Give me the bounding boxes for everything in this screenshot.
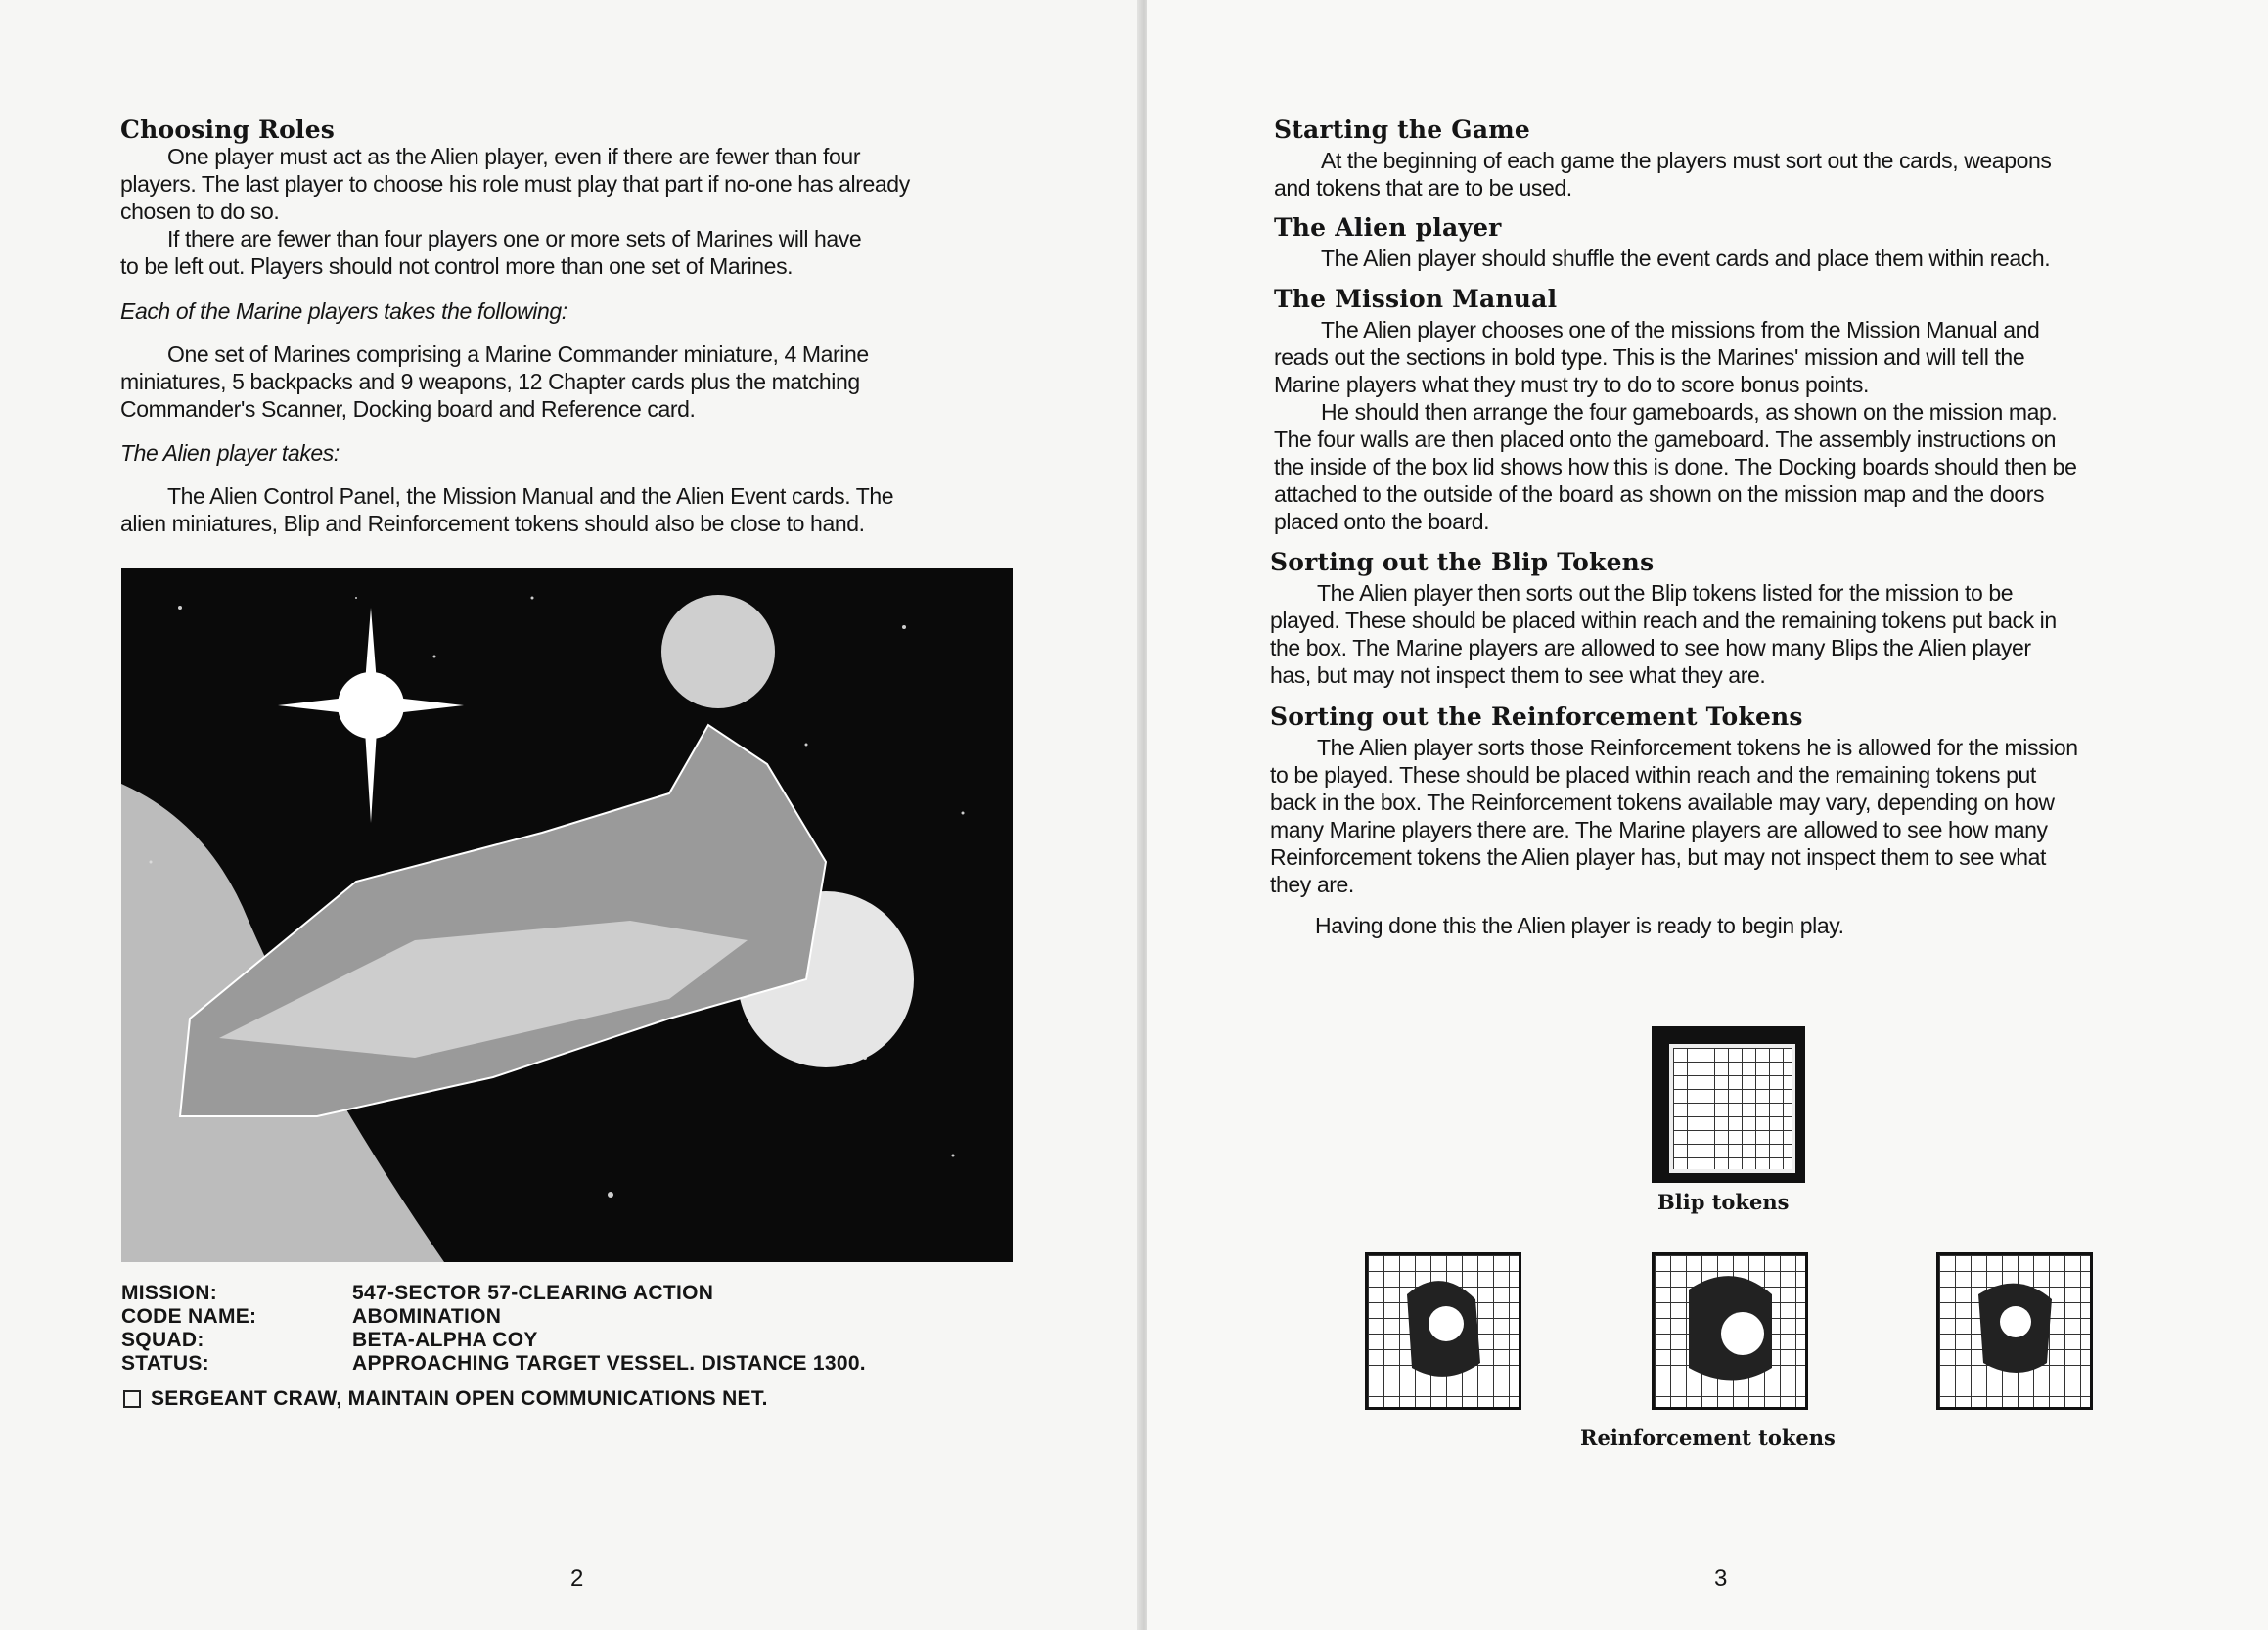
- order-text: SERGEANT CRAW, MAINTAIN OPEN COMMUNICATIONS NET.: [151, 1387, 768, 1410]
- briefing-row: [121, 1329, 866, 1352]
- briefing-label: MISSION:: [121, 1282, 218, 1304]
- text-line: One set of Marines comprising a Marine Commander miniature, 4 Marine: [167, 341, 869, 367]
- text-line: has, but may not inspect them to see what they are.: [1270, 662, 1766, 688]
- text-line: the inside of the box lid shows how this is done. The Docking boards should then be: [1274, 454, 2077, 479]
- text-line: The Alien player chooses one of the missions from the Mission Manual and: [1321, 317, 2040, 342]
- briefing-label: SQUAD:: [121, 1329, 204, 1351]
- marine-intro: Each of the Marine players takes the following:: [120, 298, 567, 324]
- briefing-value: ABOMINATION: [352, 1305, 502, 1328]
- order-line: [123, 1387, 768, 1411]
- briefing-value: BETA-ALPHA COY: [352, 1329, 538, 1351]
- text-line: to be played. These should be placed within reach and the remaining tokens put: [1270, 762, 2036, 788]
- reinforcement-caption: Reinforcement tokens: [1580, 1426, 1836, 1450]
- alien-figure-icon: [1655, 1255, 1805, 1407]
- text-line: players. The last player to choose his role must play that part if no-one has already: [120, 171, 910, 197]
- paragraph: [1270, 734, 2078, 898]
- closing-line: Having done this the Alien player is ready to begin play.: [1315, 913, 1844, 938]
- text-line: back in the box. The Reinforcement tokens available may vary, depending on how: [1270, 790, 2055, 815]
- text-line: and tokens that are to be used.: [1274, 175, 1572, 201]
- marine-items: [120, 340, 869, 423]
- blip-caption: Blip tokens: [1657, 1190, 1790, 1214]
- text-line: they are.: [1270, 872, 1354, 897]
- text-line: The four walls are then placed onto the gameboard. The assembly instructions on: [1274, 427, 2057, 452]
- briefing-value: APPROACHING TARGET VESSEL. DISTANCE 1300.: [352, 1352, 866, 1375]
- section-heading: Sorting out the Reinforcement Tokens: [1270, 702, 1803, 731]
- text-line: to be left out. Players should not control more than one set of Marines.: [120, 253, 794, 279]
- text-line: The Alien player then sorts out the Blip tokens listed for the mission to be: [1317, 580, 2014, 606]
- right-page: [1147, 0, 2268, 1630]
- paragraph: [1274, 316, 2076, 535]
- text-line: One player must act as the Alien player, even if there are fewer than four: [167, 144, 861, 169]
- text-line: many Marine players there are. The Marine players are allowed to see how many: [1270, 817, 2048, 842]
- text-line: chosen to do so.: [120, 199, 280, 224]
- text-line: The Alien Control Panel, the Mission Manual and the Alien Event cards. The: [167, 483, 894, 509]
- text-line: He should then arrange the four gameboards, as shown on the mission map.: [1321, 399, 2058, 425]
- briefing-value: 547-SECTOR 57-CLEARING ACTION: [352, 1282, 714, 1304]
- text-line: placed onto the board.: [1274, 509, 1490, 534]
- checkbox-icon: [123, 1390, 141, 1408]
- section-heading: Starting the Game: [1274, 115, 1531, 144]
- alien-intro: The Alien player takes:: [120, 440, 340, 466]
- paragraph: [120, 143, 910, 280]
- text-line: The Alien player sorts those Reinforcement tokens he is allowed for the mission: [1317, 735, 2078, 760]
- reinforcement-token: [1936, 1252, 2093, 1410]
- text-line: attached to the outside of the board as shown on the mission map and the doors: [1274, 481, 2045, 507]
- text-line: Commander's Scanner, Docking board and Reference card.: [120, 396, 696, 422]
- spaceship-illustration: [121, 568, 1013, 1262]
- briefing-row: [121, 1282, 866, 1305]
- section-heading: The Mission Manual: [1274, 285, 1558, 313]
- paragraph: [1274, 147, 2051, 202]
- text-line: miniatures, 5 backpacks and 9 weapons, 12 Chapter cards plus the matching: [120, 369, 860, 394]
- paragraph: [1270, 579, 2057, 689]
- alien-figure-icon: [1368, 1255, 1519, 1407]
- page-number: 2: [570, 1565, 584, 1592]
- text-line: Reinforcement tokens the Alien player has, but may not inspect them to see what: [1270, 844, 2047, 870]
- briefing-row: [121, 1305, 866, 1329]
- text-line: played. These should be placed within reach and the remaining tokens put back in: [1270, 608, 2057, 633]
- briefing-row: [121, 1352, 866, 1376]
- briefing-label: CODE NAME:: [121, 1305, 257, 1328]
- section-heading: The Alien player: [1274, 213, 1502, 242]
- text-line: The Alien player should shuffle the event cards and place them within reach.: [1321, 246, 2051, 271]
- briefing-label: STATUS:: [121, 1352, 209, 1375]
- mission-briefing: [121, 1282, 866, 1376]
- section-heading: Choosing Roles: [120, 115, 336, 144]
- text-line: alien miniatures, Blip and Reinforcement tokens should also be close to hand.: [120, 511, 865, 536]
- paragraph: [1274, 245, 2050, 272]
- reinforcement-token: [1652, 1252, 1808, 1410]
- text-line: If there are fewer than four players one or more sets of Marines will have: [167, 226, 862, 251]
- text-line: the box. The Marine players are allowed to see how many Blips the Alien player: [1270, 635, 2031, 660]
- text-line: Marine players what they must try to do to score bonus points.: [1274, 372, 1870, 397]
- alien-figure-icon: [1939, 1255, 2090, 1407]
- reinforcement-token: [1365, 1252, 1521, 1410]
- blip-token: [1652, 1026, 1805, 1183]
- section-heading: Sorting out the Blip Tokens: [1270, 548, 1655, 576]
- text-line: At the beginning of each game the players must sort out the cards, weapons: [1321, 148, 2052, 173]
- page-number: 3: [1714, 1565, 1728, 1592]
- alien-items: [120, 482, 893, 537]
- text-line: reads out the sections in bold type. This is the Marines' mission and will tell the: [1274, 344, 2025, 370]
